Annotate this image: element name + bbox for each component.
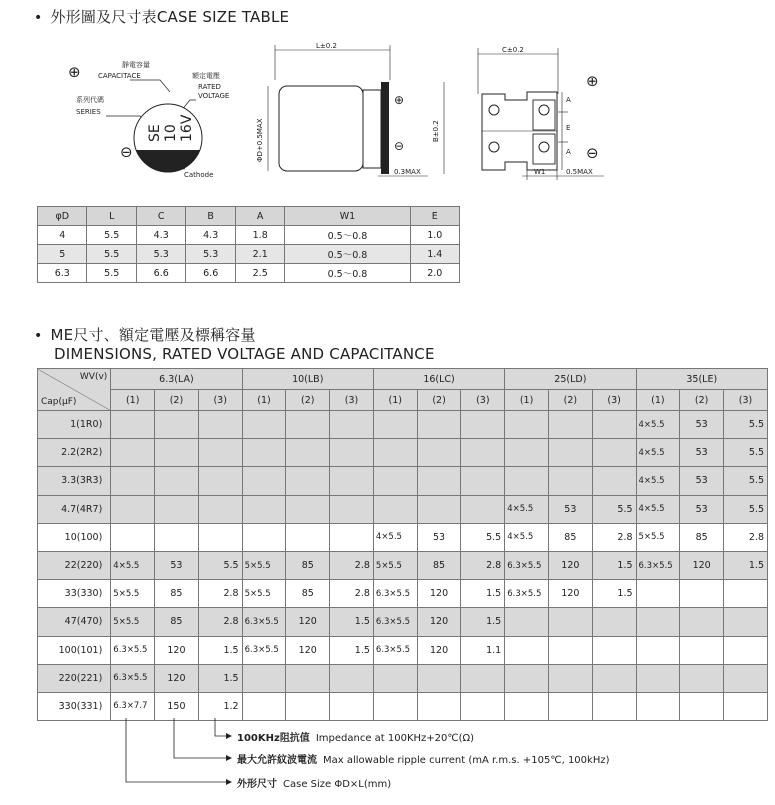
dim-03-label: 0.3MAX: [394, 168, 421, 176]
voltage-header-cell: 25(LD): [505, 369, 636, 390]
case-size-cell: 5×5.5: [242, 551, 286, 579]
capacitance-zh-label: 靜電容量: [122, 61, 150, 69]
subcol-header-cell: (2): [155, 390, 199, 411]
subcol-header-cell: (1): [636, 390, 680, 411]
ripple-cell: 5.5: [724, 411, 768, 439]
case-size-cell: 4×5.5: [505, 523, 549, 551]
case-size-title: 外形圖及尺寸表CASE SIZE TABLE: [50, 8, 290, 26]
impedance-cell: 120: [417, 636, 461, 664]
section-case-size-heading: • 外形圖及尺寸表CASE SIZE TABLE: [34, 8, 290, 26]
impedance-cell: 85: [548, 523, 592, 551]
note-case-size: 外形尺寸 Case Size ΦD×L(mm): [237, 779, 392, 790]
ripple-cell: 2.8: [198, 580, 242, 608]
case-table-cell: 5.5: [87, 264, 136, 283]
case-size-cell: 6.3×5.5: [505, 551, 549, 579]
case-table-header-cell: L: [87, 207, 136, 226]
case-table-cell: 5.5: [87, 245, 136, 264]
case-size-cell: 6.3×5.5: [373, 608, 417, 636]
dim-b-label: B±0.2: [432, 120, 440, 142]
impedance-cell: 85: [417, 551, 461, 579]
impedance-cell: 85: [155, 608, 199, 636]
voltage-header-cell: 35(LE): [636, 369, 767, 390]
subcol-header-cell: (3): [461, 390, 505, 411]
case-size-cell: 4×5.5: [373, 523, 417, 551]
case-size-cell: 6.3×5.5: [373, 636, 417, 664]
dim-a-top-label: A: [566, 96, 571, 104]
capacitance-cell: 330(331): [38, 692, 111, 720]
cap-mark-voltage: 16V: [179, 114, 195, 142]
case-table-cell: 6.3: [38, 264, 87, 283]
case-size-cell: 5×5.5: [242, 580, 286, 608]
case-table-cell: 4.3: [186, 226, 235, 245]
ripple-cell: 1.5: [461, 608, 505, 636]
note-ripple-current: 最大允許紋波電流 Max allowable ripple current (mA r.m.s. +105℃, 100kHz): [237, 755, 610, 766]
dim-d-label: ΦD+0.5MAX: [256, 118, 264, 162]
case-table-cell: 5.3: [136, 245, 185, 264]
plus-mark-bottom: ⊕: [586, 72, 599, 90]
impedance-cell: 150: [155, 692, 199, 720]
dim-e-label: E: [566, 124, 571, 132]
cap-mark-series: SE: [147, 124, 163, 142]
impedance-cell: 53: [417, 523, 461, 551]
case-table-cell: 1.8: [235, 226, 284, 245]
dim-05-label: 0.5MAX: [566, 168, 593, 176]
impedance-cell: 85: [286, 580, 330, 608]
ripple-cell: 5.5: [461, 523, 505, 551]
series-en-label: SERIES: [76, 108, 101, 116]
case-table-cell: 6.6: [186, 264, 235, 283]
corner-cap-label: Cap(μF): [41, 397, 77, 407]
case-table-cell: 2.1: [235, 245, 284, 264]
case-table-cell: 1.0: [410, 226, 460, 245]
minus-mark-left: ⊖: [120, 143, 133, 161]
capacitance-cell: 3.3(3R3): [38, 467, 111, 495]
plus-mark-side: ⊕: [394, 93, 405, 107]
impedance-cell: 120: [417, 580, 461, 608]
impedance-cell: 85: [155, 580, 199, 608]
case-size-cell: 6.3×5.5: [636, 551, 680, 579]
voltage-header-cell: 6.3(LA): [111, 369, 242, 390]
ripple-cell: 2.8: [330, 580, 374, 608]
case-table-cell: 1.4: [410, 245, 460, 264]
case-table-cell: 5.5: [87, 226, 136, 245]
ripple-cell: 2.8: [461, 551, 505, 579]
case-table-header-cell: A: [235, 207, 284, 226]
case-table-header-cell: B: [186, 207, 235, 226]
impedance-cell: 53: [680, 467, 724, 495]
impedance-cell: 120: [548, 551, 592, 579]
ripple-cell: 2.8: [330, 551, 374, 579]
case-size-cell: 4×5.5: [636, 495, 680, 523]
rated-voltage-en2-label: VOLTAGE: [198, 92, 230, 100]
subcol-header-cell: (2): [548, 390, 592, 411]
ripple-cell: 2.8: [724, 523, 768, 551]
subcol-header-cell: (1): [242, 390, 286, 411]
case-size-cell: 6.3×5.5: [111, 636, 155, 664]
ripple-cell: 1.5: [330, 636, 374, 664]
ripple-cell: 5.5: [724, 439, 768, 467]
case-size-cell: 6.3×7.7: [111, 692, 155, 720]
subcol-header-cell: (3): [592, 390, 636, 411]
ripple-cell: 2.8: [198, 608, 242, 636]
case-size-cell: 4×5.5: [111, 551, 155, 579]
case-size-cell: 6.3×5.5: [505, 580, 549, 608]
case-table-cell: 0.5～0.8: [285, 264, 410, 283]
case-table-cell: 4.3: [136, 226, 185, 245]
case-table-cell: 6.6: [136, 264, 185, 283]
ripple-cell: 1.1: [461, 636, 505, 664]
case-size-cell: 5×5.5: [111, 608, 155, 636]
case-size-cell: 6.3×5.5: [111, 664, 155, 692]
case-size-cell: 5×5.5: [373, 551, 417, 579]
impedance-cell: 53: [680, 495, 724, 523]
ripple-cell: 1.2: [198, 692, 242, 720]
minus-mark-side: ⊖: [394, 139, 405, 153]
ripple-cell: 1.5: [198, 664, 242, 692]
case-table-header-cell: E: [410, 207, 460, 226]
impedance-cell: 53: [680, 411, 724, 439]
ripple-cell: 5.5: [198, 551, 242, 579]
ripple-cell: 5.5: [724, 495, 768, 523]
subcol-header-cell: (1): [111, 390, 155, 411]
section-dimensions-heading: • ME尺寸、額定電壓及標稱容量 DIMENSIONS, RATED VOLTAGE AND CAPACITANCE: [34, 326, 435, 363]
dim-a-bottom-label: A: [566, 148, 571, 156]
case-table-cell: 5: [38, 245, 87, 264]
subcol-header-cell: (3): [330, 390, 374, 411]
dim-w1-label: W1: [534, 168, 546, 176]
case-size-cell: 4×5.5: [636, 439, 680, 467]
case-size-cell: 5×5.5: [636, 523, 680, 551]
ripple-cell: 5.5: [592, 495, 636, 523]
ripple-cell: 2.8: [592, 523, 636, 551]
case-table-cell: 5.3: [186, 245, 235, 264]
case-size-cell: 6.3×5.5: [373, 580, 417, 608]
impedance-cell: 120: [417, 608, 461, 636]
case-table-header-cell: C: [136, 207, 185, 226]
impedance-cell: 120: [155, 636, 199, 664]
subcol-header-cell: (2): [286, 390, 330, 411]
ripple-cell: 1.5: [592, 580, 636, 608]
rated-voltage-en1-label: RATED: [198, 83, 221, 91]
capacitance-cell: 33(330): [38, 580, 111, 608]
impedance-cell: 120: [548, 580, 592, 608]
ripple-cell: 1.5: [724, 551, 768, 579]
dimensions-title-en: DIMENSIONS, RATED VOLTAGE AND CAPACITANCE: [54, 345, 435, 363]
impedance-cell: 53: [548, 495, 592, 523]
impedance-cell: 53: [155, 551, 199, 579]
series-zh-label: 系列代碼: [76, 96, 104, 104]
subcol-header-cell: (2): [680, 390, 724, 411]
voltage-header-cell: 10(LB): [242, 369, 373, 390]
cathode-label: Cathode: [184, 171, 214, 179]
subcol-header-cell: (2): [417, 390, 461, 411]
case-size-cell: 6.3×5.5: [242, 636, 286, 664]
case-size-cell: 6.3×5.5: [242, 608, 286, 636]
case-table-header-cell: W1: [285, 207, 410, 226]
case-size-cell: 4×5.5: [505, 495, 549, 523]
impedance-cell: 85: [286, 551, 330, 579]
dim-l-label: L±0.2: [316, 42, 337, 50]
plus-mark-left: ⊕: [68, 63, 81, 81]
capacitance-en-label: CAPACITACE: [98, 72, 141, 80]
corner-wv-label: WV(v): [79, 372, 108, 382]
subcol-header-cell: (1): [505, 390, 549, 411]
case-table-cell: 4: [38, 226, 87, 245]
case-table-header-cell: φD: [38, 207, 87, 226]
ripple-cell: 1.5: [330, 608, 374, 636]
voltage-header-cell: 16(LC): [373, 369, 504, 390]
case-table-cell: 2.0: [410, 264, 460, 283]
dimensions-title-zh: ME尺寸、額定電壓及標稱容量: [50, 326, 256, 344]
ripple-cell: 5.5: [724, 467, 768, 495]
subcol-header-cell: (1): [373, 390, 417, 411]
capacitance-cell: 47(470): [38, 608, 111, 636]
subcol-header-cell: (3): [724, 390, 768, 411]
note-impedance: 100KHz阻抗值 Impedance at 100KHz+20℃(Ω): [237, 733, 475, 744]
dim-c-label: C±0.2: [502, 46, 524, 54]
impedance-cell: 120: [680, 551, 724, 579]
rated-voltage-zh-label: 額定電壓: [192, 72, 220, 80]
capacitance-cell: 100(101): [38, 636, 111, 664]
capacitance-cell: 4.7(4R7): [38, 495, 111, 523]
capacitance-cell: 22(220): [38, 551, 111, 579]
cap-mark-value: 10: [163, 124, 179, 142]
case-table-cell: 0.5～0.8: [285, 245, 410, 264]
subcol-header-cell: (3): [198, 390, 242, 411]
case-size-cell: 4×5.5: [636, 411, 680, 439]
capacitance-cell: 2.2(2R2): [38, 439, 111, 467]
ripple-cell: 1.5: [461, 580, 505, 608]
impedance-cell: 120: [286, 636, 330, 664]
minus-mark-bottom: ⊖: [586, 144, 599, 162]
impedance-cell: 120: [286, 608, 330, 636]
capacitance-cell: 220(221): [38, 664, 111, 692]
ripple-cell: 1.5: [198, 636, 242, 664]
capacitance-cell: 1(1R0): [38, 411, 111, 439]
case-table-cell: 2.5: [235, 264, 284, 283]
case-table-cell: 0.5～0.8: [285, 226, 410, 245]
capacitance-cell: 10(100): [38, 523, 111, 551]
impedance-cell: 85: [680, 523, 724, 551]
case-size-cell: 4×5.5: [636, 467, 680, 495]
case-size-cell: 5×5.5: [111, 580, 155, 608]
impedance-cell: 120: [155, 664, 199, 692]
impedance-cell: 53: [680, 439, 724, 467]
ripple-cell: 1.5: [592, 551, 636, 579]
